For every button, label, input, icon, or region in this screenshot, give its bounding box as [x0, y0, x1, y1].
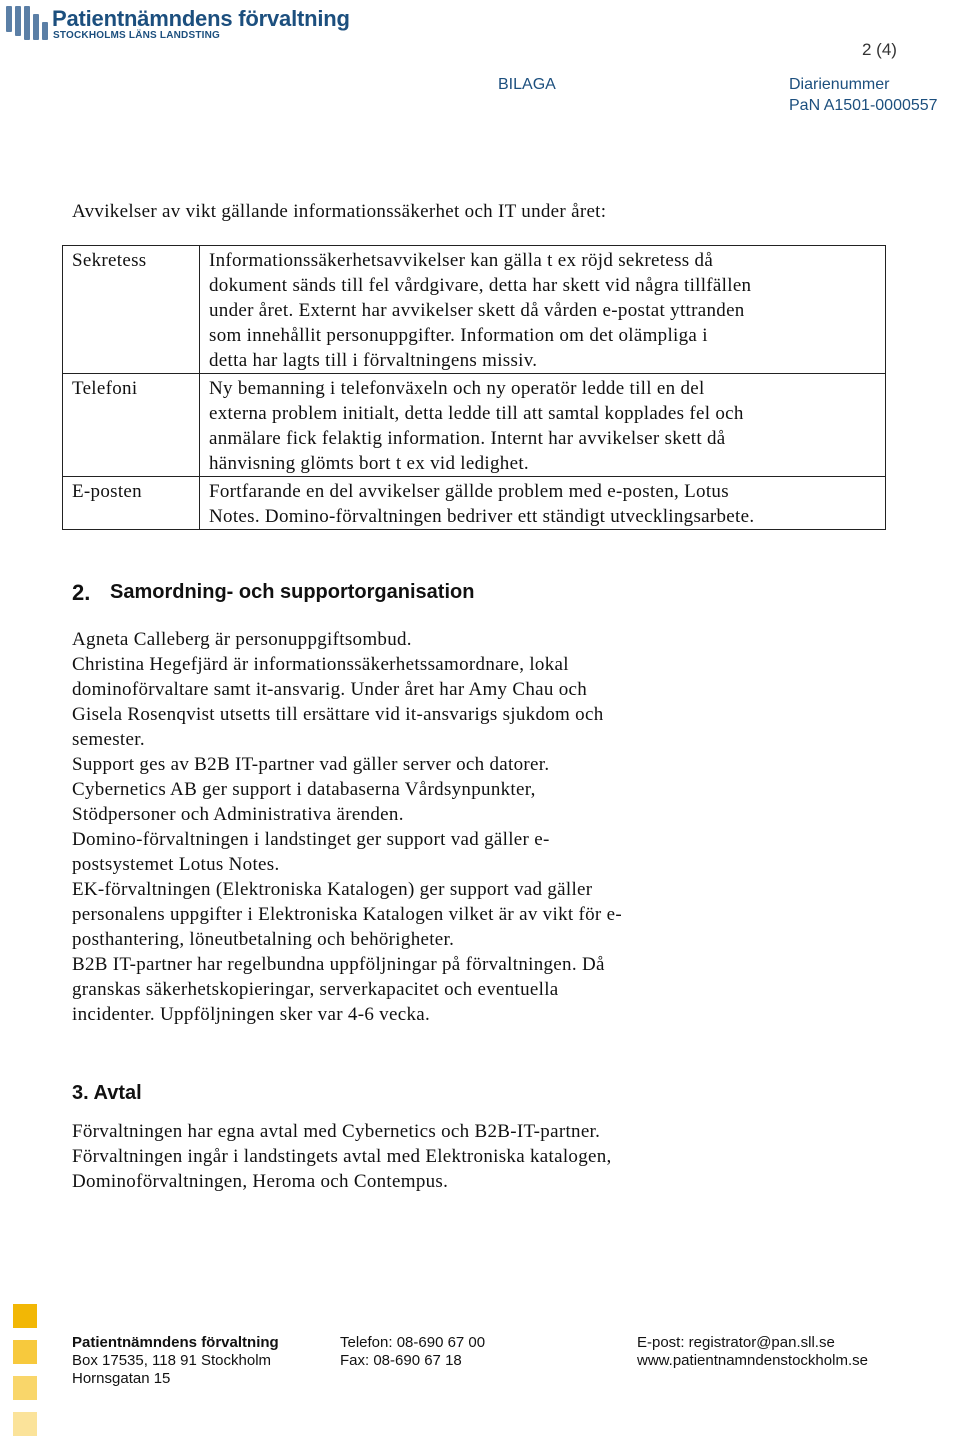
page-number: 2 (4) [862, 40, 897, 59]
footer-square-2 [13, 1340, 37, 1364]
body-line: incidenter. Uppföljningen sker var 4-6 vecka. [72, 1004, 431, 1025]
diary-number-label: Diarienummer [789, 76, 890, 93]
deviation-category: Sekretess [63, 246, 200, 374]
table-row [63, 477, 886, 530]
description-line: externa problem initialt, detta ledde till att samtal kopplades fel och [209, 403, 744, 424]
body-line: Support ges av B2B IT-partner vad gäller server och datorer. [72, 754, 550, 775]
table-row [63, 374, 886, 477]
footer-square-4 [13, 1412, 37, 1436]
footer-phone: Telefon: 08-690 67 00 [340, 1334, 486, 1351]
section-2-title: Samordning- och supportorganisation [110, 581, 475, 603]
body-line: Förvaltningen har egna avtal med Cybernetics och B2B-IT-partner. [72, 1121, 601, 1142]
body-line: personalens uppgifter i Elektroniska Katalogen vilket är av vikt för e- [72, 904, 622, 925]
body-line: dominoförvaltare samt it-ansvarig. Under året har Amy Chau och [72, 679, 588, 700]
body-line: Stödpersoner och Administrativa ärenden. [72, 804, 404, 825]
description-line: Fortfarande en del avvikelser gällde problem med e-posten, Lotus [209, 481, 729, 502]
body-line: Gisela Rosenqvist utsetts till ersättare vid it-ansvarigs sjukdom och [72, 704, 604, 725]
body-line: Agneta Calleberg är personuppgiftsombud. [72, 629, 412, 650]
body-line: B2B IT-partner har regelbundna uppföljningar på förvaltningen. Då [72, 954, 605, 975]
description-line: dokument sänds till fel vårdgivare, detta har skett vid några tillfällen [209, 275, 752, 296]
logo-subtitle: STOCKHOLMS LÄNS LANDSTING [53, 30, 221, 41]
body-line: granskas säkerhetskopieringar, serverkapacitet och eventuella [72, 979, 559, 1000]
body-line: Dominoförvaltningen, Heroma och Contempus. [72, 1171, 449, 1192]
body-line: EK-förvaltningen (Elektroniska Katalogen) ger support vad gäller [72, 879, 593, 900]
body-line: postsystemet Lotus Notes. [72, 854, 280, 875]
footer-street-address: Hornsgatan 15 [72, 1370, 171, 1387]
diary-number: PaN A1501-0000557 [789, 97, 938, 114]
footer-email-link[interactable]: E-post: registrator@pan.sll.se [637, 1334, 835, 1351]
body-line: semester. [72, 729, 145, 750]
section-2-number: 2. [72, 580, 91, 605]
deviation-description [200, 374, 886, 477]
description-line: hänvisning glömts bort t ex vid ledighet. [209, 453, 529, 474]
attachment-label: BILAGA [498, 76, 556, 93]
deviation-description [200, 246, 886, 374]
deviation-category: E-posten [63, 477, 200, 530]
description-line: Ny bemanning i telefonväxeln och ny operatör ledde till en del [209, 378, 705, 399]
body-line: Christina Hegefjärd är informationssäkerhetssamordnare, lokal [72, 654, 569, 675]
description-line: anmälare fick felaktig information. Internt har avvikelser skett då [209, 428, 726, 449]
body-line: Cybernetics AB ger support i databaserna Vårdsynpunkter, [72, 779, 536, 800]
deviations-table [62, 245, 886, 530]
section-2-body [72, 627, 892, 1027]
footer-website-link[interactable]: www.patientnamndenstockholm.se [637, 1352, 868, 1369]
body-line: Domino-förvaltningen i landstinget ger support vad gäller e- [72, 829, 550, 850]
section-3-body [72, 1119, 892, 1194]
footer-postal-address: Box 17535, 118 91 Stockholm [72, 1352, 272, 1369]
description-line: under året. Externt har avvikelser skett då vården e-postat yttranden [209, 300, 745, 321]
description-line: Informationssäkerhetsavvikelser kan gälla t ex röjd sekretess då [209, 250, 714, 271]
body-line: posthantering, löneutbetalning och behörigheter. [72, 929, 455, 950]
deviation-category: Telefoni [63, 374, 200, 477]
footer-fax: Fax: 08-690 67 18 [340, 1352, 462, 1369]
description-line: Notes. Domino-förvaltningen bedriver ett ständigt utvecklingsarbete. [209, 506, 755, 527]
section-3-title: 3. Avtal [72, 1082, 142, 1104]
footer-square-3 [13, 1376, 37, 1400]
footer-org-name: Patientnämndens förvaltning [72, 1334, 279, 1351]
description-line: som innehållit personuppgifter. Information om det olämpliga i [209, 325, 708, 346]
body-line: Förvaltningen ingår i landstingets avtal med Elektroniska katalogen, [72, 1146, 612, 1167]
table-row [63, 246, 886, 374]
footer-square-1 [13, 1304, 37, 1328]
logo-title: Patientnämndens förvaltning [52, 6, 350, 31]
deviation-description [200, 477, 886, 530]
deviations-intro: Avvikelser av vikt gällande informationssäkerhet och IT under året: [72, 201, 607, 222]
description-line: detta har lagts till i förvaltningens missiv. [209, 350, 538, 371]
